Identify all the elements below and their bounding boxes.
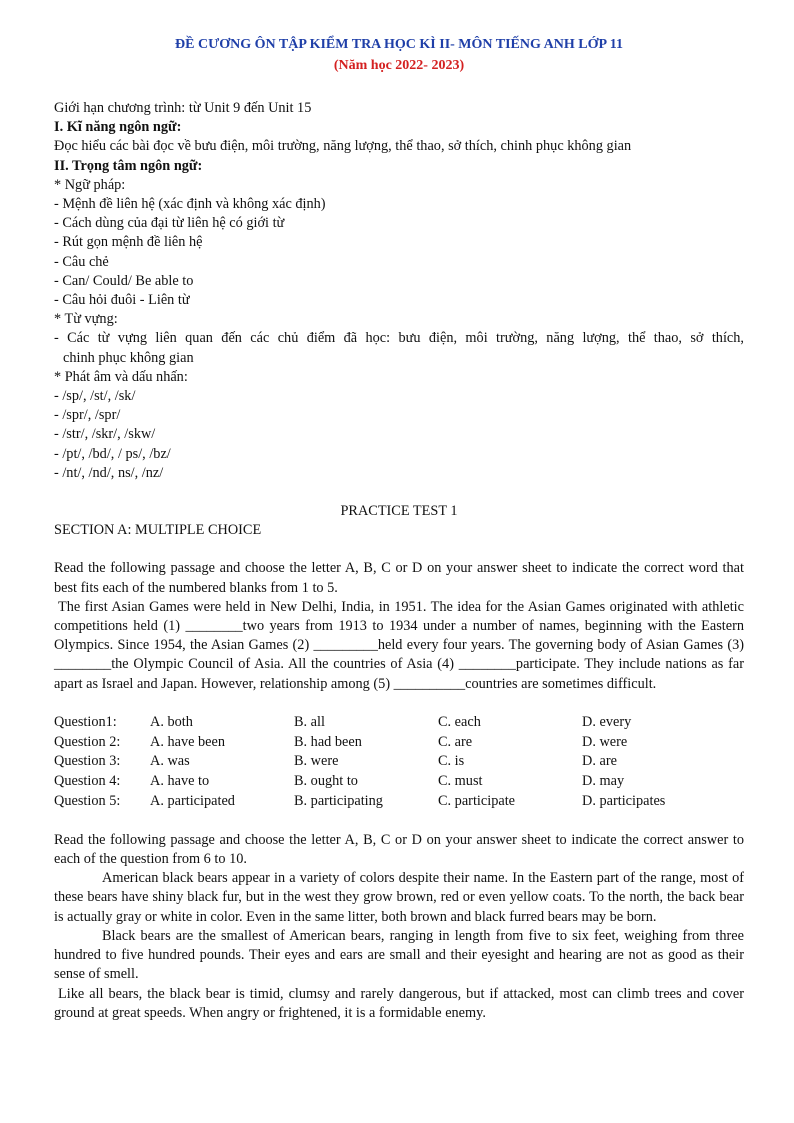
pronunciation-item: - /nt/, /nd/, ns/, /nz/ bbox=[54, 464, 164, 481]
grammar-item: - Mệnh đề liên hệ (xác định và không xác định) bbox=[54, 196, 326, 213]
option-d: D. are bbox=[582, 753, 617, 770]
option-a: A. have to bbox=[150, 773, 210, 790]
option-b: B. were bbox=[294, 753, 339, 770]
question-row bbox=[54, 713, 744, 733]
grammar-item: - Câu hỏi đuôi - Liên từ bbox=[54, 292, 190, 309]
question-row bbox=[54, 733, 744, 753]
option-c: C. participate bbox=[438, 793, 516, 810]
section-heading: SECTION A: MULTIPLE CHOICE bbox=[54, 522, 262, 539]
question-label: Question 5: bbox=[54, 793, 121, 810]
option-b: B. all bbox=[294, 713, 325, 730]
grammar-item: - Rút gọn mệnh đề liên hệ bbox=[54, 234, 203, 251]
question-row bbox=[54, 772, 744, 792]
question-row bbox=[54, 792, 744, 812]
pronunciation-item: - /pt/, /bd/, / ps/, /bz/ bbox=[54, 445, 171, 462]
instruction-2: Read the following passage and choose the letter A, B, C or D on your answer sheet to indicate the correct answer to each of the question from 6 to 10. bbox=[54, 831, 744, 868]
instruction-1: Read the following passage and choose the letter A, B, C or D on your answer sheet to indicate the correct word that best fits each of the numbered blanks from 1 to 5. bbox=[54, 560, 744, 596]
passage-2-paragraph: American black bears appear in a variety of colors despite their name. In the Eastern part of the range, most of these bears have shiny black fur, but in the west they grow brown, red or even yellow coats. To the north, the back bear is actually gray or white in color. Even in the same litter, both brown and black furred bears may be born. bbox=[54, 870, 744, 925]
grammar-heading: * Ngữ pháp: bbox=[54, 176, 126, 193]
document-title: ĐỀ CƯƠNG ÔN TẬP KIỂM TRA HỌC KÌ II- MÔN TIẾNG ANH LỚP 11 bbox=[175, 37, 623, 52]
option-a: A. was bbox=[150, 753, 190, 770]
school-year: (Năm học 2022- 2023) bbox=[333, 58, 465, 73]
scope-line: Giới hạn chương trình: từ Unit 9 đến Unit 15 bbox=[54, 100, 312, 116]
option-a: A. have been bbox=[150, 733, 226, 750]
grammar-item: - Câu chẻ bbox=[54, 253, 109, 270]
question-label: Question1: bbox=[54, 713, 117, 730]
question-label: Question 4: bbox=[54, 773, 121, 790]
grammar-item: - Cách dùng của đại từ liên hệ có giới từ bbox=[54, 215, 285, 232]
vocab-heading: * Từ vựng: bbox=[54, 311, 118, 328]
pronunciation-item: - /str/, /skr/, /skw/ bbox=[54, 426, 156, 443]
passage-1: The first Asian Games were held in New Delhi, India, in 1951. The idea for the Asian Games originated with athletic competitions held (1) ________two years from 1913 to 1934 under a number of names, beginning with the Eastern Olympics. Since 1954, the Asian Games (2) _________held every four years. The governing body of Asian Games (3) ________the Olympic Council of Asia. All the countries of Asia (4) ________participate. They include nations as far apart as Israel and Japan. However, relationship among (5) __________countries are sometimes difficult. bbox=[54, 598, 744, 692]
option-c: C. are bbox=[438, 733, 473, 750]
option-a: A. both bbox=[150, 713, 193, 730]
question-row bbox=[54, 752, 744, 772]
question-table bbox=[54, 713, 744, 812]
option-d: D. were bbox=[582, 733, 628, 750]
focus-heading: II. Trọng tâm ngôn ngữ: bbox=[54, 157, 203, 174]
skills-heading: I. Kĩ năng ngôn ngữ: bbox=[54, 119, 182, 136]
grammar-item: - Can/ Could/ Be able to bbox=[54, 272, 194, 289]
vocab-item: - Các từ vựng liên quan đến các chủ điểm đã học: bưu điện, môi trường, năng lượng, thể thao, sở thích, bbox=[54, 330, 744, 347]
question-label: Question 3: bbox=[54, 753, 121, 770]
option-d: D. every bbox=[582, 713, 632, 730]
document-page bbox=[54, 34, 744, 1023]
pronunciation-item: - /sp/, /st/, /sk/ bbox=[54, 388, 136, 405]
skills-text: Đọc hiểu các bài đọc về bưu điện, môi trường, năng lượng, thể thao, sở thích, chinh phục không gian bbox=[54, 138, 632, 155]
option-c: C. must bbox=[438, 773, 483, 790]
pronunciation-item: - /spr/, /spr/ bbox=[54, 407, 121, 424]
option-d: D. may bbox=[582, 773, 625, 790]
pronunciation-heading: * Phát âm và dấu nhấn: bbox=[54, 368, 188, 385]
option-c: C. each bbox=[438, 713, 481, 730]
question-label: Question 2: bbox=[54, 733, 121, 750]
passage-2-paragraph: Black bears are the smallest of American bears, ranging in length from five to six feet, weighing from three hundred to five hundred pounds. Their eyes and ears are small and their eyesight and hearing are not as good as their sense of smell. bbox=[54, 927, 744, 983]
practice-test-title: PRACTICE TEST 1 bbox=[340, 503, 458, 520]
option-b: B. participating bbox=[294, 793, 383, 810]
vocab-item-cont: chinh phục không gian bbox=[63, 349, 194, 366]
option-a: A. participated bbox=[150, 793, 235, 810]
passage-2-paragraph: Like all bears, the black bear is timid, clumsy and rarely dangerous, but if attacked, most can climb trees and cover ground at great speeds. When angry or frightened, it is a formidable enemy. bbox=[54, 985, 744, 1021]
option-b: B. had been bbox=[294, 733, 362, 750]
option-b: B. ought to bbox=[294, 773, 358, 790]
option-c: C. is bbox=[438, 753, 465, 770]
option-d: D. participates bbox=[582, 793, 666, 810]
